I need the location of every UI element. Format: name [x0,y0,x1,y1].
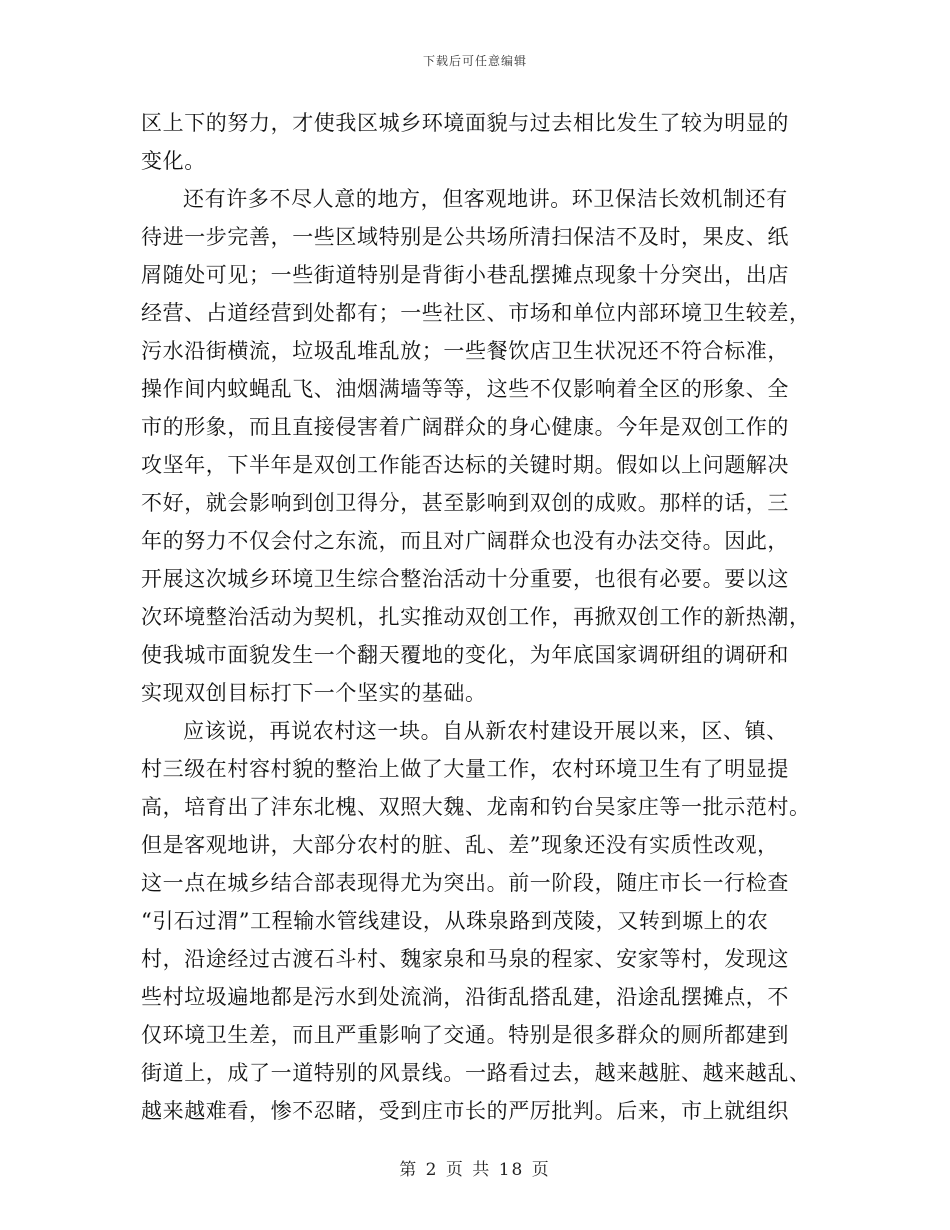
text-line: 仅环境卫生差，而且严重影响了交通。特别是很多群众的厕所都建到 [141,1023,789,1047]
text-line: 年的努力不仅会付之东流，而且对广阔群众也没有办法交待。因此， [141,529,789,553]
page-header: 下载后可任意编辑 [422,54,527,68]
paragraph-start-line: 还有许多不尽人意的地方，但客观地讲。环卫保洁长效机制还有 [183,187,788,211]
text-line: 街道上，成了一道特别的风景线。一路看过去，越来越脏、越来越乱、 [141,1061,811,1085]
text-line: 开展这次城乡环境卫生综合整治活动十分重要，也很有必要。要以这 [141,567,789,591]
text-line: 污水沿街横流，垃圾乱堆乱放；一些餐饮店卫生状况还不符合标准， [141,339,789,363]
text-line: 操作间内蚊蝇乱飞、油烟满墙等等，这些不仅影响着全区的形象、全 [141,377,789,401]
text-line: 村，沿途经过古渡石斗村、魏家泉和马泉的程家、安家等村，发现这 [141,947,789,971]
text-line: 区上下的努力，才使我区城乡环境面貌与过去相比发生了较为明显的 [141,111,789,135]
text-line: 越来越难看，惨不忍睹，受到庄市长的严厉批判。后来，市上就组织 [141,1099,789,1123]
text-line: 变化。 [141,149,206,173]
text-line: 但是客观地讲，大部分农村的脏、乱、差”现象还没有实质性改观， [141,833,779,857]
text-line: 使我城市面貌发生一个翻天覆地的变化，为年底国家调研组的调研和 [141,643,789,667]
document-body [141,104,809,1130]
text-line: 村三级在村容村貌的整治上做了大量工作，农村环境卫生有了明显提 [141,757,789,781]
text-line: 市的形象，而且直接侵害着广阔群众的身心健康。今年是双创工作的 [141,415,789,439]
text-line: 屑随处可见；一些街道特别是背街小巷乱摆摊点现象十分突出，出店 [141,263,789,287]
text-line: “引石过渭”工程输水管线建设，从珠泉路到茂陵，又转到塬上的农 [141,909,769,933]
text-line: 实现双创目标打下一个坚实的基础。 [141,681,487,705]
text-line: 待进一步完善，一些区域特别是公共场所清扫保洁不及时，果皮、纸 [141,225,789,249]
text-line: 这一点在城乡结合部表现得尤为突出。前一阶段，随庄市长一行检查 [141,871,789,895]
text-line: 经营、占道经营到处都有；一些社区、市场和单位内部环境卫生较差， [141,301,811,325]
text-line: 高，培育出了沣东北槐、双照大魏、龙南和钓台吴家庄等一批示范村。 [141,795,811,819]
text-line: 攻坚年，下半年是双创工作能否达标的关键时期。假如以上问题解决 [141,453,789,477]
paragraph-start-line: 应该说，再说农村这一块。自从新农村建设开展以来，区、镇、 [183,719,788,743]
text-line: 次环境整治活动为契机，扎实推动双创工作，再掀双创工作的新热潮， [141,605,811,629]
text-line: 些村垃圾遍地都是污水到处流淌，沿街乱搭乱建，沿途乱摆摊点，不 [141,985,789,1009]
page-number-footer: 第 2 页 共 18 页 [399,1160,551,1180]
text-line: 不好，就会影响到创卫得分，甚至影响到双创的成败。那样的话，三 [141,491,789,515]
